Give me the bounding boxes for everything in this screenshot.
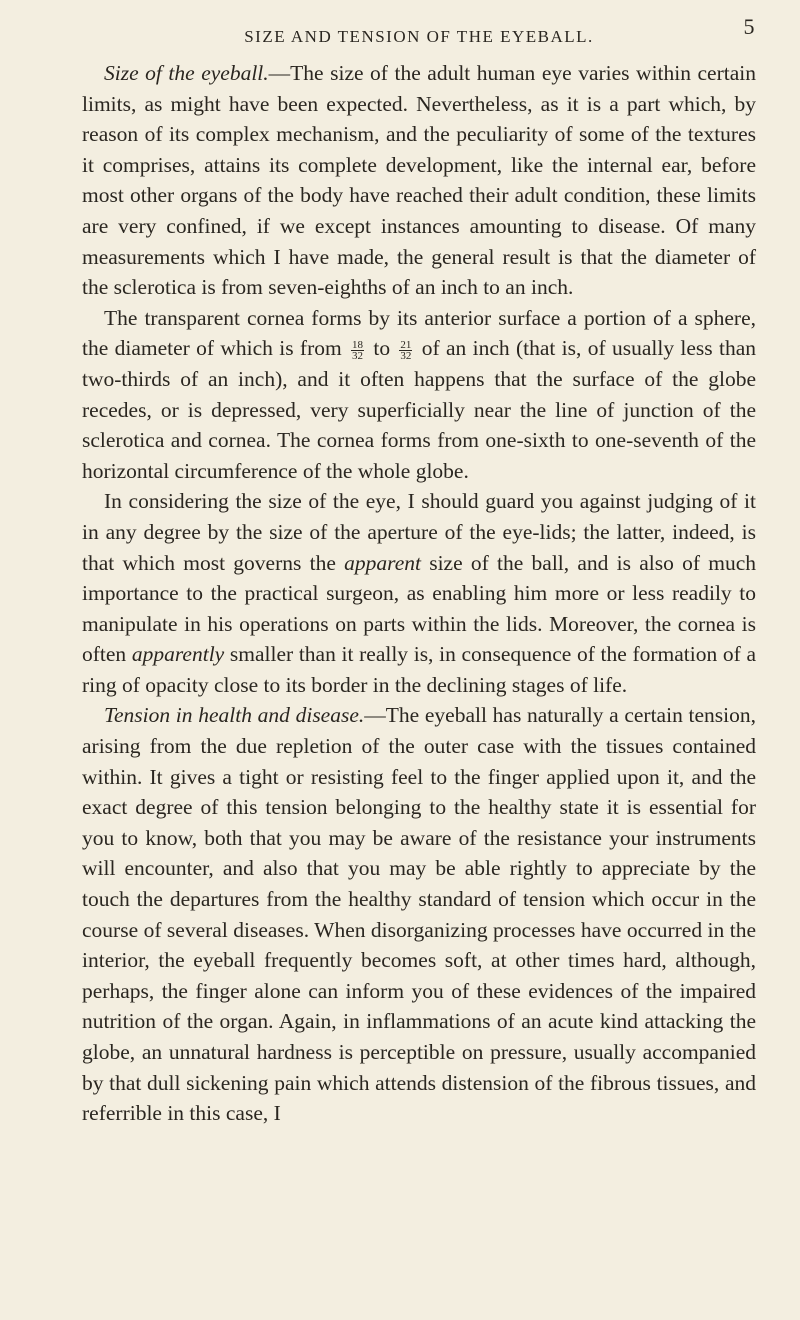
paragraph-tension-text: The eyeball has naturally a certain tension, arising from the due repletion of the outer case with the tissues contained within. It gives a tight or resisting feel to the finger applied upon it, and the exact degree of this tension belonging to the healthy state it is essential for you to know, both that you may be aware of the resistance your instruments will encounter, and also that you may be able rightly to appreciate by the touch the departures from the healthy standard of tension which occur in the course of several diseases. When disorganizing processes have occurred in the interior, the eyeball frequently becomes soft, at other times hard, although, perhaps, the finger alone can inform you of these evidences of the impaired nutrition of the organ. Again, in inflammations of an acute kind attacking the globe, an unnatural hardness is perceptible on pressure, usually accompanied by that dull sickening pain which attends distension of the fibrous tissues, and referrible in this case, I: [82, 703, 756, 1126]
section-caption-tension: Tension in health and disease.: [104, 703, 365, 728]
section-caption-size: Size of the eyeball.: [104, 61, 269, 85]
paragraph-apparent-size: [82, 486, 756, 700]
fraction-two: [399, 340, 412, 361]
paragraph-tension: Tension in health and disease.—The eyeball has naturally a certain tension, arising from the due repletion of the outer case with the tissues contained within. It gives a tight or resisting feel to the finger applied upon it, and the exact degree of this tension belonging to the healthy state it is essential for you to know, both that you may be aware of the resistance your instruments will encounter, and also that you may be able rightly to appreciate by the touch the departures from the healthy standard of tension which occur in the course of several diseases. When disorganizing processes have occurred in the interior, the eyeball frequently becomes soft, at other times hard, although, perhaps, the finger alone can inform you of these evidences of the impaired nutrition of the organ. Again, in inflammations of an acute kind attacking the globe, an unnatural hardness is perceptible on pressure, usually accompanied by that dull sickening pain which attends distension of the fibrous tissues, and referrible in this case, I: [82, 703, 756, 1126]
body-text: [82, 58, 756, 1129]
paragraph-cornea-to: to: [373, 336, 391, 361]
fraction-one-denominator: 32: [352, 349, 364, 362]
fraction-two-denominator: 32: [400, 349, 412, 362]
paragraph-apparent-text-b: size of the ball, and is also of much importance to the practical surgeon, as enabling him more or less readily to manipulate in his operations on parts within the lids. Moreover, the cornea is often: [82, 550, 757, 667]
fraction-two-numerator: 21: [400, 338, 412, 351]
fraction-one: [351, 340, 364, 361]
paragraph-apparent-text-c: smaller than it really is, in consequence of the formation of a ring of opacity close to its border in the declining stages of life.: [82, 642, 757, 697]
paragraph-cornea-text-a: The transparent cornea forms by its anterior surface a portion of a sphere, the diameter of which is from: [82, 305, 756, 361]
emphasis-apparently: apparently: [131, 642, 225, 667]
paragraph-size: Size of the eyeball.—The size of the adult human eye varies within certain limits, as might have been expected. Nevertheless, as it is a part which, by reason of its complex mechanism, and the peculiarity of some of the textures it comprises, attains its complete development, like the internal ear, before most other organs of the body have reached their adult condition, these limits are very confined, if we except instances amounting to disease. Of many measurements which I have made, the general result is that the diameter of the sclerotica is from seven-eighths of an inch to an inch.: [82, 61, 757, 300]
page-number: 5: [743, 14, 756, 39]
paragraph-apparent-text-a: In considering the size of the eye, I should guard you against judging of it in any degree by the size of the aperture of the eye-lids; the latter, indeed, is that which most governs the: [82, 489, 756, 575]
paragraph-size-text: The size of the adult human eye varies within certain limits, as might have been expected. Nevertheless, as it is a part which, by reason of its complex mechanism, and the peculiarity of some of the textures it comprises, attains its complete development, like the internal ear, before most other organs of the body have reached their adult condition, these limits are very confined, if we except instances amounting to disease. Of many measurements which I have made, the general result is that the diameter of the sclerotica is from seven-eighths of an inch to an inch.: [82, 61, 757, 300]
emphasis-apparent: apparent: [344, 550, 421, 575]
paragraph-cornea: [82, 303, 756, 487]
fraction-one-numerator: 18: [352, 338, 364, 351]
running-head-title: SIZE AND TENSION OF THE EYEBALL.: [244, 27, 594, 46]
paragraph-cornea-text-b: of an inch (that is, of usually less than two-thirds of an inch), and it often happens that the surface of the globe recedes, or is depressed, very superficially near the line of junction of the sclerotica and cornea. The cornea forms from one-sixth to one-seventh of the horizontal circumference of the whole globe.: [82, 336, 756, 483]
running-head: [82, 14, 756, 54]
